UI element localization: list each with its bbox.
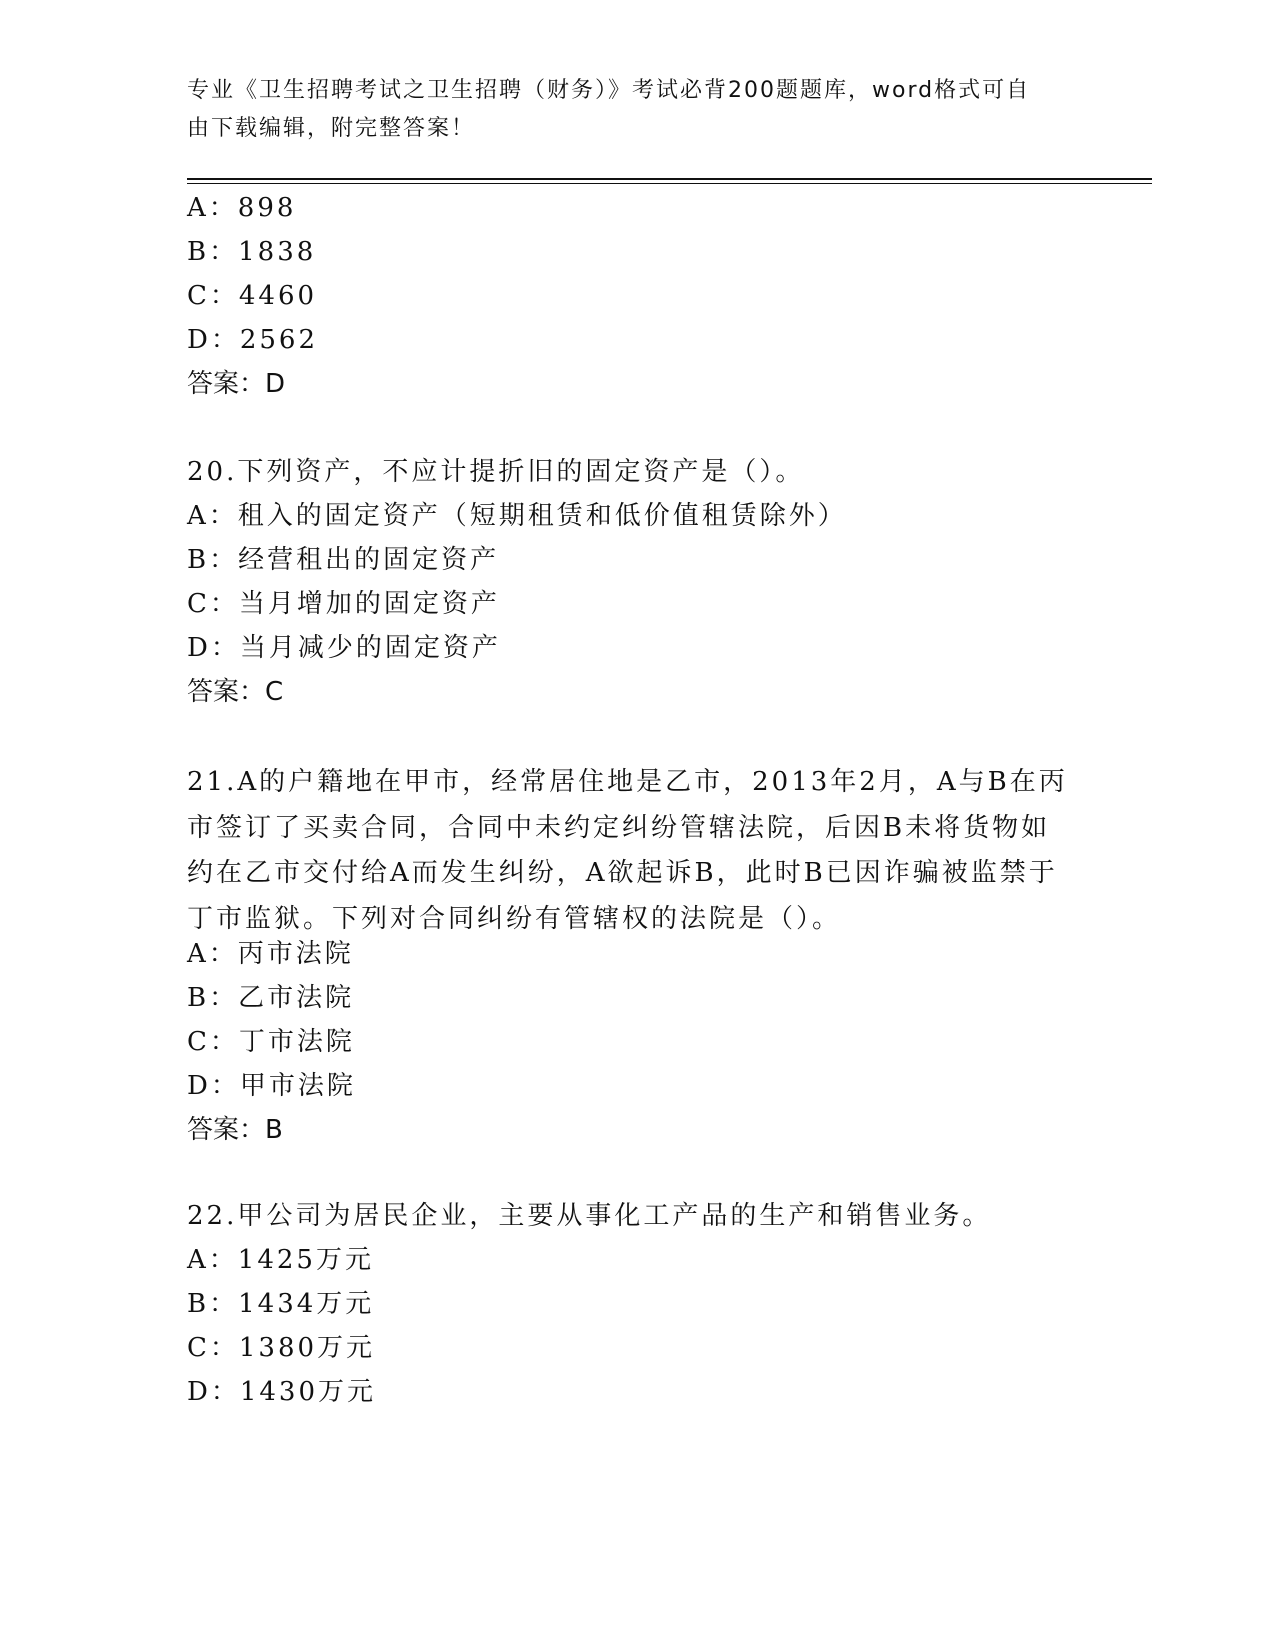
- document-header: [187, 72, 1067, 148]
- q22-option-a: A：1425万元: [187, 1245, 374, 1275]
- q19-option-d: D：2562: [187, 325, 319, 355]
- q21-option-d: D：甲市法院: [187, 1071, 356, 1101]
- q21-stem-line-4: 丁市监狱。下列对合同纠纷有管辖权的法院是（）。: [187, 903, 842, 934]
- header-divider-thin: [187, 183, 1152, 184]
- q20-option-d: D：当月减少的固定资产: [187, 633, 501, 663]
- q21-option-c: C：丁市法院: [187, 1027, 355, 1057]
- header-line-1: 专业《卫生招聘考试之卫生招聘（财务）》考试必背200题题库，word格式可自: [187, 78, 1031, 103]
- header-line-2: 由下载编辑，附完整答案！: [187, 116, 476, 141]
- q20-stem: 20.下列资产，不应计提折旧的固定资产是（）。: [187, 457, 805, 487]
- q21-stem-line-2: 市签订了买卖合同，合同中未约定纠纷管辖法院，后因B未将货物如: [187, 812, 1051, 843]
- q19-option-a: A：898: [187, 193, 297, 223]
- q21-stem-line-3: 约在乙市交付给A而发生纠纷，A欲起诉B，此时B已因诈骗被监禁于: [187, 858, 1058, 888]
- q21-stem: [187, 760, 1087, 942]
- q21-stem-line-1: 21.A的户籍地在甲市，经常居住地是乙市，2013年2月，A与B在丙: [187, 767, 1068, 797]
- q22-stem: 22.甲公司为居民企业，主要从事化工产品的生产和销售业务。: [187, 1201, 992, 1231]
- q20-answer: 答案：C: [187, 677, 284, 707]
- q21-option-b: B：乙市法院: [187, 983, 355, 1013]
- q20-option-c: C：当月增加的固定资产: [187, 589, 500, 619]
- q19-answer: 答案：D: [187, 369, 286, 399]
- q20-option-b: B：经营租出的固定资产: [187, 545, 500, 575]
- q22-option-c: C：1380万元: [187, 1333, 376, 1363]
- q20-option-a: A：租入的固定资产（短期租赁和低价值租赁除外）: [187, 501, 847, 531]
- q19-option-c: C：4460: [187, 281, 318, 311]
- header-divider-thick: [187, 178, 1152, 180]
- q22-option-b: B：1434万元: [187, 1289, 375, 1319]
- q19-option-b: B：1838: [187, 237, 317, 267]
- q21-answer: 答案：B: [187, 1115, 283, 1145]
- q22-option-d: D：1430万元: [187, 1377, 377, 1407]
- q21-option-a: A：丙市法院: [187, 939, 354, 969]
